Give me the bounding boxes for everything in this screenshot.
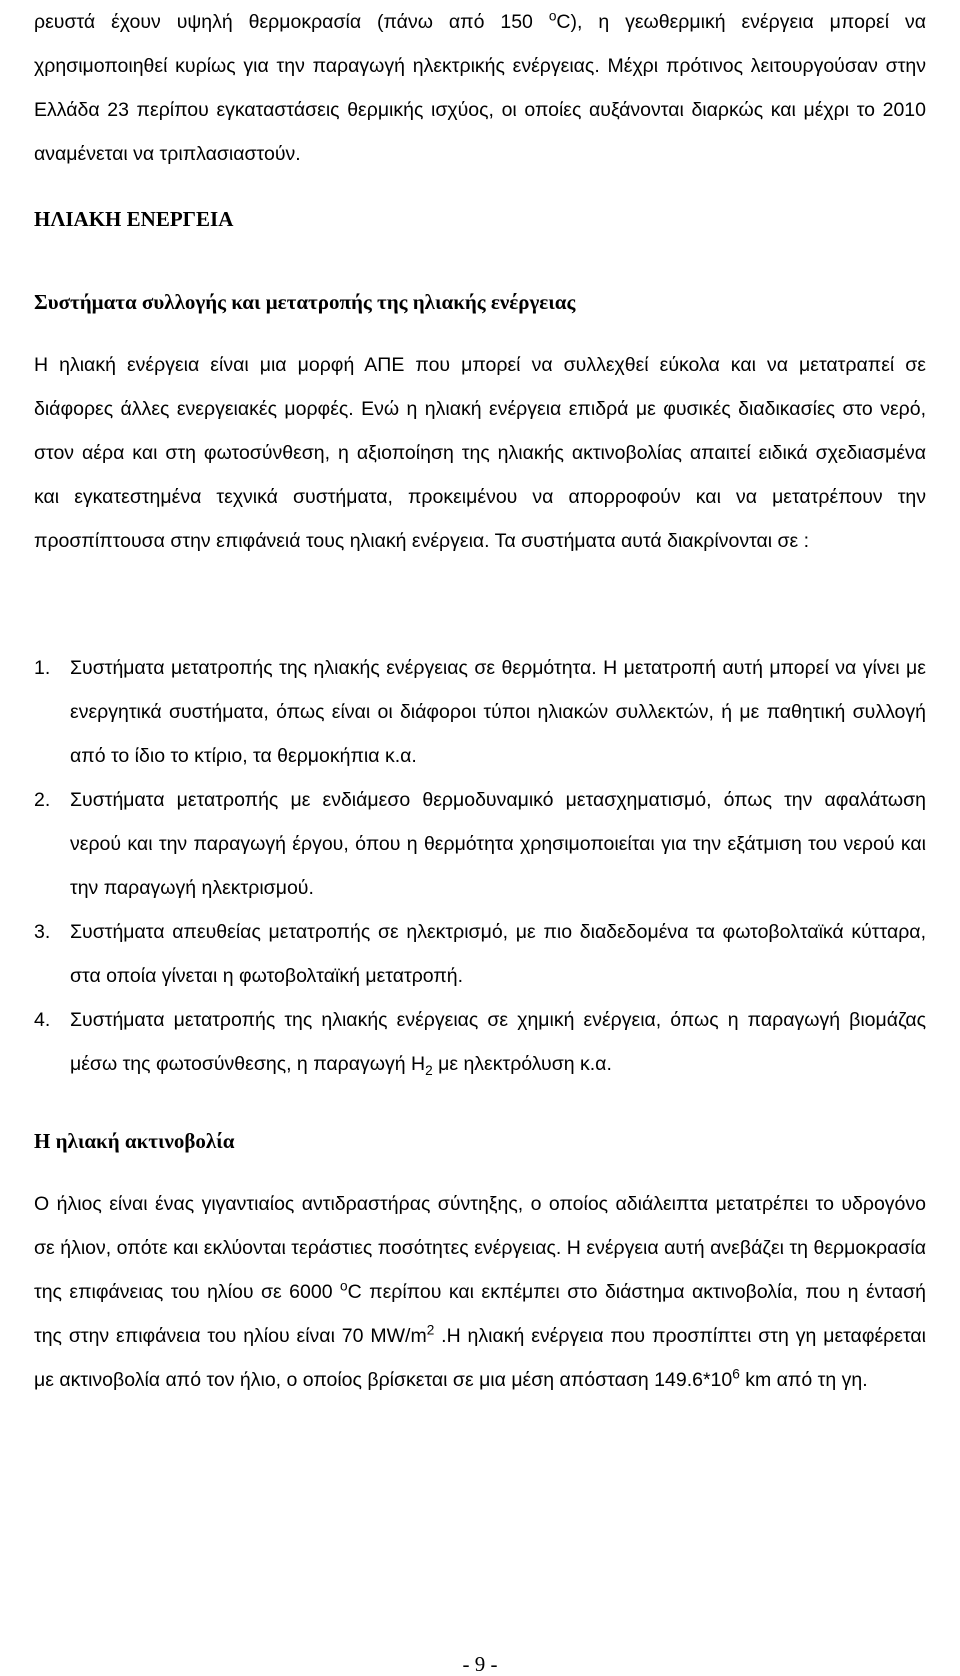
list-item: [34, 646, 926, 778]
solar-paragraph: Η ηλιακή ενέργεια είναι μια μορφή ΑΠΕ που μπορεί να συλλεχθεί εύκολα και να μετατραπεί σε διάφορες άλλες ενεργειακές μορφές. Ενώ η ηλιακή ενέργεια επιδρά με φυσικές διαδικασίες στο νερό, στον αέρα και στη φωτοσύνθεση, η αξιοποίηση της ηλιακής ακτινοβολίας απαιτεί ειδικά σχεδιασμένα και εγκατεστημένα τεχνικά συστήματα, προκειμένου να απορροφούν και να μετατρέπουν την προσπίπτουσα στην επιφάνειά τους ηλιακή ενέργεια. Τα συστήματα αυτά διακρίνονται σε :: [34, 354, 926, 552]
list-item-number: 1.: [34, 657, 51, 679]
degree-superscript: o: [548, 8, 557, 24]
solar-paragraph-block: [34, 343, 926, 563]
subsection-title-block: [34, 288, 926, 316]
list-item-text: Συστήματα μετατροπής με ενδιάμεσο θερμοδυναμικό μετασχηματισμό, όπως την αφαλάτωση νερού και την παραγωγή έργου, όπου η θερμότητα χρησιμοποιείται για την εξάτμιση του νερού και την παραγωγή ηλεκτρισμού.: [70, 789, 926, 899]
intro-paragraph-block: [34, 0, 926, 176]
list-item-text-a: Συστήματα μετατροπής της ηλιακής ενέργειας σε χημική ενέργεια, όπως η παραγωγή βιομάζας μέσω της φωτοσύνθεσης, η παραγωγή Η: [70, 1009, 926, 1075]
radiation-text-a: Ο ήλιος είναι ένας γιγαντιαίος αντιδραστήρας σύντηξης, ο οποίος αδιάλειπτα μετατρέπει το υδρογόνο σε ήλιον, οπότε και εκλύονται τεράστιες ποσότητες ενέργειας. Η ενέργεια αυτή ανεβάζει τη θερμοκρασία της επιφάνειας του ηλίου σε 6000: [34, 1193, 926, 1303]
section-title: ΗΛΙΑΚΗ ΕΝΕΡΓΕΙΑ: [34, 207, 234, 231]
list-item: [34, 910, 926, 998]
intro-text-b: C), η γεωθερμική ενέργεια μπορεί να χρησιμοποιηθεί κυρίως για την παραγωγή ηλεκτρικής ενέργειας. Μέχρι πρότινος λειτουργούσαν στην Ελλάδα 23 περίπου εγκαταστάσεις θερμικής ισχύος, οι οποίες αυξάνονται διαρκώς και μέχρι το 2010 αναμένεται να τριπλασιαστούν.: [34, 11, 926, 165]
list-item-text: Συστήματα μετατροπής της ηλιακής ενέργειας σε θερμότητα. Η μετατροπή αυτή μπορεί να γίνει με ενεργητικά συστήματα, όπως είναι οι διάφοροι τύποι ηλιακών συλλεκτών, ή με παθητική συλλογή από το ίδιο το κτίριο, τα θερμοκήπια κ.α.: [70, 657, 926, 767]
radiation-title: Η ηλιακή ακτινοβολία: [34, 1129, 235, 1153]
list-item-number: 3.: [34, 921, 51, 943]
list-item-text: Συστήματα απευθείας μετατροπής σε ηλεκτρισμό, με πιο διαδεδομένα τα φωτοβολταϊκά κύτταρα, στα οποία γίνεται η φωτοβολταϊκή μετατροπή.: [70, 921, 926, 987]
square-superscript: 2: [426, 1322, 435, 1338]
intro-text-a: ρευστά έχουν υψηλή θερμοκρασία (πάνω από 150: [34, 11, 549, 33]
list-item: [34, 778, 926, 910]
list-item-number: 2.: [34, 789, 51, 811]
page-number: - 9 -: [462, 1652, 498, 1676]
radiation-text-d: km από τη γη.: [739, 1369, 868, 1391]
systems-list: [34, 646, 926, 1086]
hydrogen-subscript: 2: [425, 1062, 433, 1078]
list-item: [34, 998, 926, 1086]
degree-superscript: o: [340, 1278, 348, 1294]
radiation-paragraph: [34, 1182, 926, 1402]
section-title-block: [34, 205, 926, 233]
subsection-title: Συστήματα συλλογής και μετατροπής της ηλιακής ενέργειας: [34, 290, 576, 314]
radiation-text-b: C περίπου και εκπέμπει στο διάστημα ακτινοβολία, που η έντασή της στην επιφάνεια του ηλίου είναι 70 MW/m: [34, 1281, 927, 1347]
exponent-superscript: 6: [732, 1366, 740, 1382]
list-item-number: 4.: [34, 1009, 51, 1031]
radiation-paragraph-block: [34, 1182, 926, 1402]
list-item-text-b: με ηλεκτρόλυση κ.α.: [432, 1053, 612, 1075]
radiation-title-block: [34, 1127, 926, 1155]
intro-paragraph: [34, 0, 926, 176]
radiation-text-c: .Η ηλιακή ενέργεια που προσπίπτει στη γη μεταφέρεται με ακτινοβολία από τον ήλιο, ο οποίος βρίσκεται σε μια μέση απόσταση 149.6*10: [34, 1325, 926, 1391]
